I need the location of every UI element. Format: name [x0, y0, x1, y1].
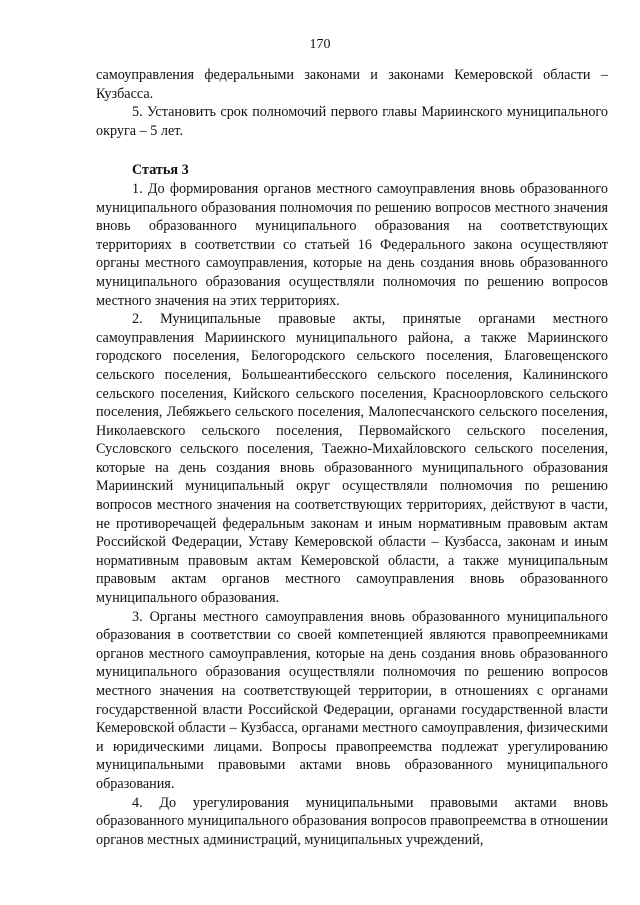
- paragraph-item-5: 5. Установить срок полномочий первого главы Мариинского муниципального округа – 5 лет.: [96, 104, 608, 139]
- article-paragraph-3: 3. Органы местного самоуправления вновь образованного муниципального образования в соответствии со своей компетенцией являются правопреемниками органов местного самоуправления, которые на день создания вновь образованного муниципального образования осуществляли полномочия по решению вопросов местного значения на соответствующей территории, в отношениях с органами государственной власти Российской Федерации, органами государственной власти Кемеровской области – Кузбасса, органами местного самоуправления, физическими и юридическими лицами. Вопросы правопреемства подлежат урегулированию муниципальными правовыми актами вновь образованного муниципального образования.: [96, 608, 608, 792]
- paragraph-continuation: самоуправления федеральными законами и законами Кемеровской области – Кузбасса.: [96, 67, 608, 102]
- article-paragraph-1: 1. До формирования органов местного самоуправления вновь образованного муниципального образования полномочия по решению вопросов местного значения вновь образованного муниципального образования на соответствующих территориях в соответствии со статьей 16 Федерального закона осуществляют органы местного самоуправления, которые на день создания вновь образованного муниципального образования осуществляли полномочия по решению вопросов местного значения на этих территориях.: [96, 180, 608, 309]
- page-number: 170: [309, 37, 331, 52]
- article-heading: Статья 3: [132, 162, 189, 179]
- article-paragraph-2: 2. Муниципальные правовые акты, принятые органами местного самоуправления Мариинского муниципального района, а также Мариинского городского поселения, Белогородского сельского поселения, Благовещенского сельского поселения, Большеантибесского сельского поселения, Калининского сельского поселения, Кийского сельского поселения, Красноорловского сельского поселения, Лебяжьего сельского поселения, Малопесчанского сельского поселения, Николаевского сельского поселения, Первомайского сельского поселения, Сусловского сельского поселения, Таежно-Михайловского сельского поселения, которые на день создания вновь образованного муниципального образования Мариинский муниципальный округ осуществляли полномочия по решению вопросов местного значения на соответствующих территориях, действуют в части, не противоречащей федеральным законам и иным нормативным правовым актам Российской Федерации, Уставу Кемеровской области – Кузбасса, законам и иным нормативным правовым актам Кемеровской области, а также муниципальным правовым актам органов местного самоуправления вновь образованного муниципального образования.: [96, 311, 608, 607]
- article-paragraph-4: 4. До урегулирования муниципальными правовыми актами вновь образованного муниципального образования вопросов правопреемства в отношении органов местных администраций, муниципальных учреждений,: [96, 794, 608, 848]
- document-body: [96, 66, 608, 849]
